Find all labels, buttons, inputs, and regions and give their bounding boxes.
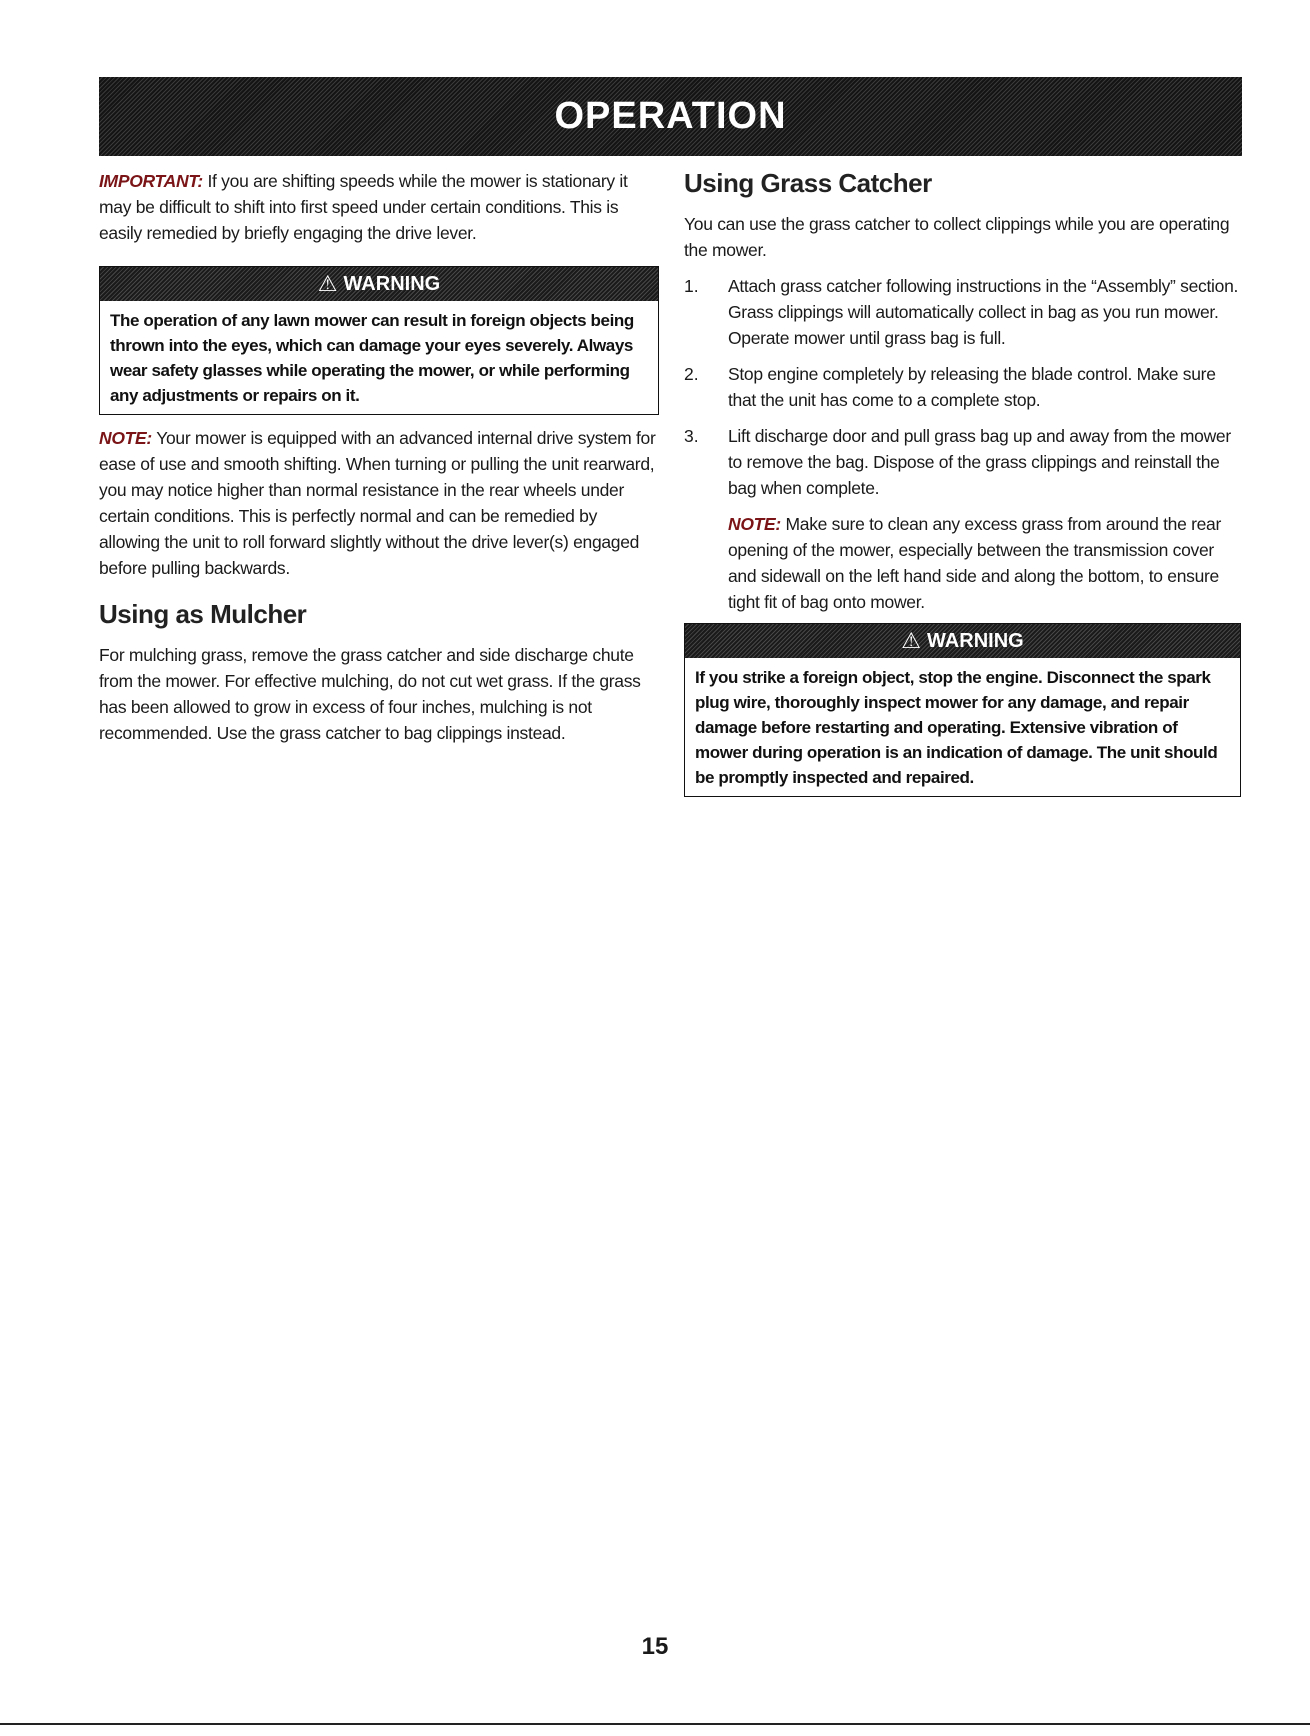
banner-title: OPERATION — [554, 95, 787, 137]
warning-text: The operation of any lawn mower can result in foreign objects being thrown into the eyes, which can damage your eyes severely. Always wear safety glasses while operating the mower, or while performing any adjustments or repairs on it. — [110, 311, 634, 405]
catcher-note-text: Make sure to clean any excess grass from around the rear opening of the mower, especially between the transmission cover and sidewall on the left hand side and along the bottom, to ensure tight fit of bag onto mower. — [728, 514, 1222, 612]
step-number: 1. — [684, 276, 699, 296]
warning-title: WARNING — [343, 272, 441, 295]
step-text: Lift discharge door and pull grass bag up and away from the mower to remove the bag. Dispose of the grass clippings and reinstall the bag when complete. — [728, 426, 1231, 498]
left-column — [99, 168, 659, 746]
right-column — [684, 168, 1241, 797]
grass-catcher-steps — [684, 273, 1241, 501]
mulcher-heading: Using as Mulcher — [99, 599, 307, 629]
catcher-note-paragraph — [728, 511, 1241, 615]
note-paragraph — [99, 425, 659, 581]
step-text: Stop engine completely by releasing the blade control. Make sure that the unit has come to a complete stop. — [728, 364, 1216, 410]
note-text: Your mower is equipped with an advanced internal drive system for ease of use and smooth shifting. When turning or pulling the unit rearward, you may notice higher than normal resistance in the rear wheels under certain conditions. This is perfectly normal and can be remedied by allowing the unit to roll forward slightly without the drive lever(s) engaged before pulling backwards. — [99, 428, 656, 578]
list-item — [684, 361, 1241, 413]
important-text: If you are shifting speeds while the mower is stationary it may be difficult to shift into first speed under certain conditions. This is easily remedied by briefly engaging the drive lever. — [99, 171, 628, 243]
step-text: Attach grass catcher following instructions in the “Assembly” section. Grass clippings will automatically collect in bag as you run mower. Operate mower until grass bag is full. — [728, 276, 1239, 348]
step-number: 3. — [684, 426, 699, 446]
warning-text: If you strike a foreign object, stop the engine. Disconnect the spark plug wire, thoroughly inspect mower for any damage, and repair damage before restarting and operating. Extensive vibration of mower during operation is an indication of damage. The unit should be promptly inspected and repaired. — [695, 668, 1218, 787]
section-banner — [99, 77, 1242, 156]
warning-box-eyes — [99, 266, 659, 415]
note-lead: NOTE: — [99, 428, 152, 448]
grass-catcher-intro: You can use the grass catcher to collect clippings while you are operating the mower. — [684, 214, 1230, 260]
page-number: 15 — [641, 1633, 669, 1660]
grass-catcher-heading: Using Grass Catcher — [684, 168, 932, 198]
footer-divider — [0, 1723, 1310, 1725]
warning-triangle-icon: ⚠ — [317, 271, 338, 296]
warning-header — [100, 267, 658, 301]
warning-header — [685, 624, 1240, 658]
important-paragraph — [99, 168, 659, 246]
list-item — [684, 423, 1241, 501]
mulcher-paragraph: For mulching grass, remove the grass catcher and side discharge chute from the mower. For effective mulching, do not cut wet grass. If the grass has been allowed to grow in excess of four inches, mulching is not recommended. Use the grass catcher to bag clippings instead. — [99, 645, 641, 743]
list-item — [684, 273, 1241, 351]
warning-box-foreign-object — [684, 623, 1241, 797]
warning-triangle-icon: ⚠ — [901, 628, 922, 653]
warning-title: WARNING — [927, 629, 1024, 652]
catcher-note-lead: NOTE: — [728, 514, 781, 534]
important-lead: IMPORTANT: — [99, 171, 203, 191]
step-number: 2. — [684, 364, 699, 384]
